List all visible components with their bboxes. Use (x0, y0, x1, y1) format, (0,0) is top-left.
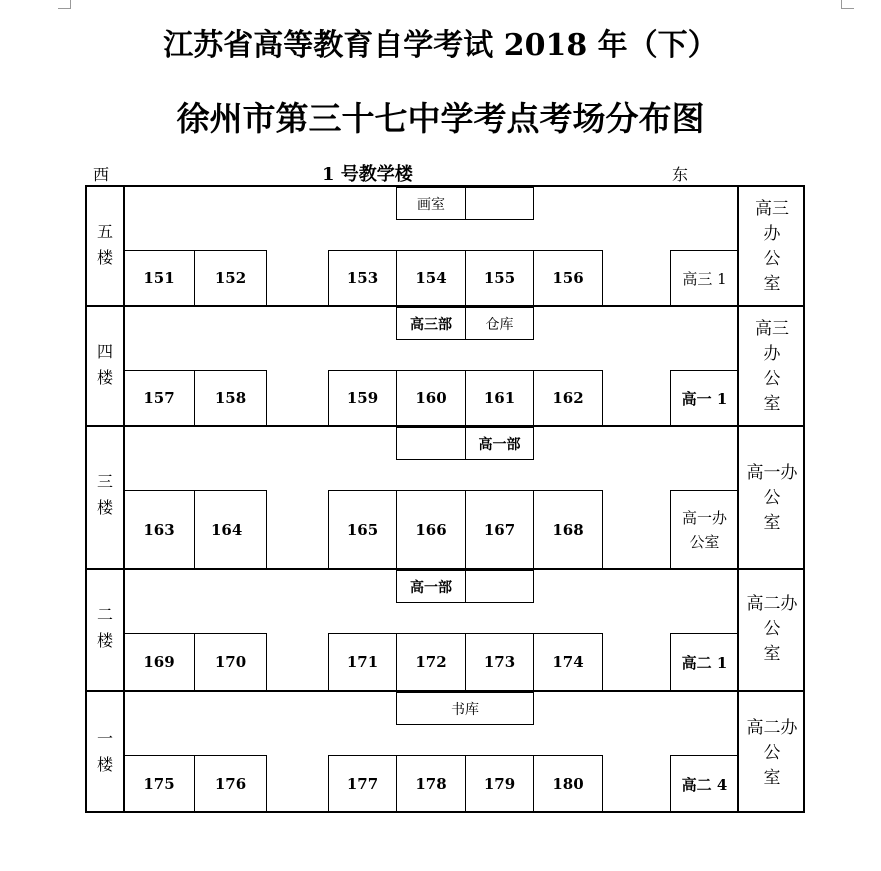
exam-room: 178 (396, 755, 466, 813)
upper-room: 高一部 (465, 427, 534, 460)
floor-label: 五 楼 (96, 222, 113, 267)
exam-room: 169 (123, 633, 195, 691)
corner-mark-right (841, 0, 854, 9)
upper-room-empty (396, 427, 466, 460)
floor-3 (87, 427, 803, 568)
floor-label: 一 楼 (96, 729, 113, 774)
exam-room: 151 (123, 250, 195, 306)
building-label: 1 号教学楼 (322, 164, 413, 185)
class-room: 高一办公室 (670, 490, 739, 569)
exam-room: 170 (194, 633, 267, 691)
exam-room: 159 (328, 370, 397, 426)
upper-room-empty (465, 187, 534, 220)
office-label: 高三 办 公 室 (755, 319, 789, 414)
exam-room: 155 (465, 250, 534, 306)
floor-1 (87, 692, 803, 811)
exam-room: 153 (328, 250, 397, 306)
exam-room: 174 (533, 633, 603, 691)
exam-room: 177 (328, 755, 397, 813)
exam-room: 166 (396, 490, 466, 569)
floor-label: 二 楼 (96, 605, 113, 650)
exam-room: 173 (465, 633, 534, 691)
exam-room: 175 (123, 755, 195, 813)
exam-room: 179 (465, 755, 534, 813)
floor-5 (87, 187, 803, 305)
upper-room: 书库 (396, 692, 534, 725)
exam-room: 168 (533, 490, 603, 569)
exam-room: 167 (465, 490, 534, 569)
exam-room: 164 (194, 490, 267, 569)
exam-room: 180 (533, 755, 603, 813)
upper-room: 高三部 (396, 307, 466, 340)
exam-room: 161 (465, 370, 534, 426)
exam-room: 172 (396, 633, 466, 691)
exam-room: 163 (123, 490, 195, 569)
upper-room: 仓库 (465, 307, 534, 340)
document-subtitle: 徐州市第三十七中学考点考场分布图 (176, 99, 705, 138)
upper-room: 画室 (396, 187, 466, 220)
office-label: 高一办 公 室 (746, 463, 798, 533)
class-room: 高二 1 (670, 633, 739, 691)
floor-label: 四 楼 (96, 342, 113, 387)
floor-label: 三 楼 (96, 472, 113, 517)
class-room: 高二 4 (670, 755, 739, 813)
exam-room: 176 (194, 755, 267, 813)
floor-plan-table (85, 185, 805, 813)
corner-mark-left (58, 0, 71, 9)
exam-room: 165 (328, 490, 397, 569)
exam-room: 157 (123, 370, 195, 426)
exam-room: 158 (194, 370, 267, 426)
floor-4 (87, 307, 803, 425)
east-label: 东 (672, 165, 689, 184)
office-label: 高三 办 公 室 (755, 199, 789, 294)
exam-room: 156 (533, 250, 603, 306)
upper-room-empty (465, 570, 534, 603)
upper-room: 高一部 (396, 570, 466, 603)
class-room: 高一 1 (670, 370, 739, 426)
exam-room: 171 (328, 633, 397, 691)
class-room: 高三 1 (670, 250, 739, 306)
west-label: 西 (93, 165, 110, 184)
floor-2 (87, 570, 803, 690)
office-label: 高二办 公 室 (746, 718, 798, 788)
exam-room: 160 (396, 370, 466, 426)
office-label: 高二办 公 室 (746, 594, 798, 664)
exam-room: 152 (194, 250, 267, 306)
exam-room: 154 (396, 250, 466, 306)
document-title: 江苏省高等教育自学考试 2018 年（下） (163, 28, 718, 63)
exam-room: 162 (533, 370, 603, 426)
